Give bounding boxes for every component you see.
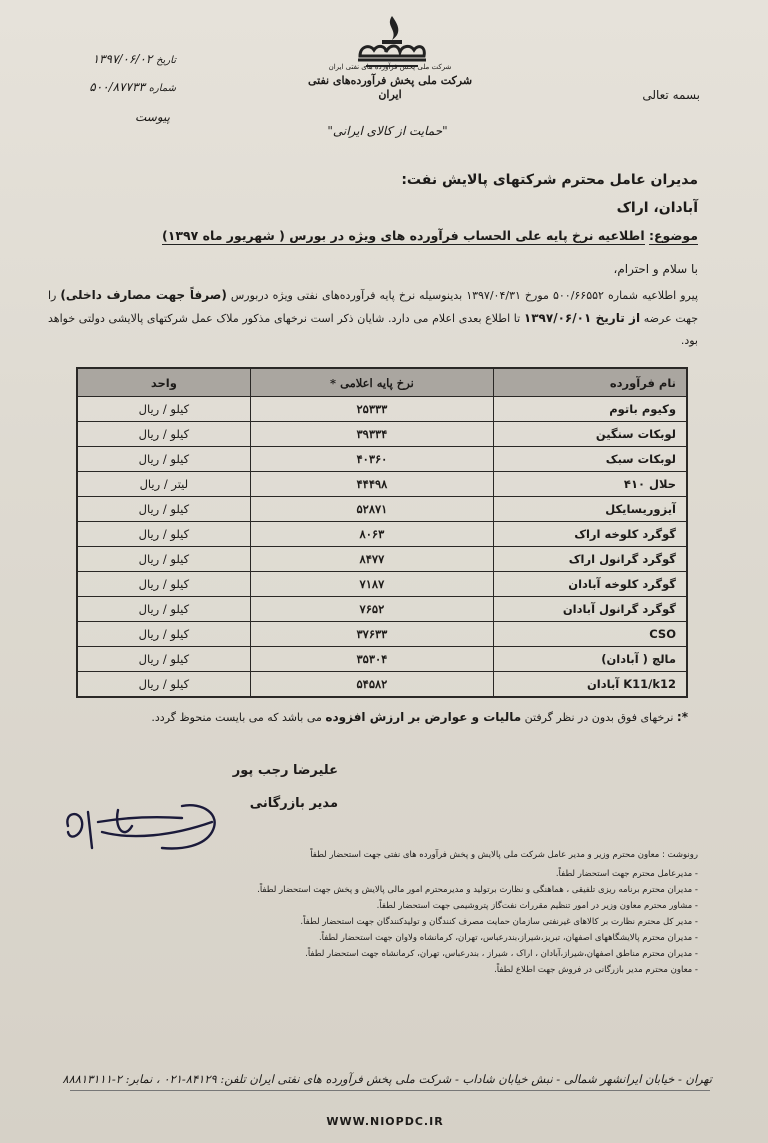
paragraph-part1: پیرو اطلاعیه شماره ۵۰۰/۶۶۵۵۲ مورخ ۱۳۹۷/۰۴/۳۱ بدینوسیله نرخ پایه فرآورده‌های نفتی ویژه دربورس [230,289,699,302]
header-product-name: نام فرآورده [494,368,687,397]
product-name-cell: وکیوم باتوم [494,397,687,422]
paragraph-bold2: از تاریخ ۱۳۹۷/۰۶/۰۱ [523,311,641,325]
number-line [56,80,176,94]
table-row [77,672,687,698]
base-rate-cell: ۳۵۳۰۴ [250,647,493,672]
attachment-label: پیوست [135,110,170,124]
note-part1: نرخهای فوق بدون در نظر گرفتن [524,711,674,724]
date-value: ۱۳۹۷/۰۶/۰۲ [92,52,153,66]
product-name-cell: گوگرد گرانول آبادان [494,597,687,622]
base-rate-cell: ۸۰۶۳ [250,522,493,547]
body-paragraph [48,284,698,352]
unit-cell: کیلو / ریال [77,522,250,547]
number-value: ۵۰۰/۸۷۷۳۳ [89,80,145,94]
product-name-cell: لوبکات سنگین [494,422,687,447]
base-rate-cell: ۳۹۳۳۴ [250,422,493,447]
addressee: مدیران عامل محترم شرکتهای پالایش نفت: [401,172,698,188]
product-name-cell: گوگرد کلوخه اراک [494,522,687,547]
base-rate-cell: ۸۴۷۷ [250,547,493,572]
cc-item: - مدیر کل محترم نظارت بر کالاهای غیرنفتی سازمان حمایت مصرف کنندگان و تولیدکنندگان جهت استحضار لطفاً. [300,917,698,927]
table-row [77,397,687,422]
cc-item: - مشاور محترم معاون وزیر در امور تنظیم مقررات نفت‌گاز پتروشیمی جهت استحضار لطفاً. [376,901,698,911]
header-base-rate: نرخ پایه اعلامی * [250,368,493,397]
product-name-cell: حلال ۴۱۰ [494,472,687,497]
note-bold: مالیات و عوارض بر ارزش افزوده [325,710,522,724]
addressee-cities: آبادان، اراک [616,200,698,216]
product-name-cell: گوگرد کلوخه آبادان [494,572,687,597]
unit-cell: کیلو / ریال [77,572,250,597]
product-name-cell: آیزوریسایکل [494,497,687,522]
header-unit: واحد [77,368,250,397]
product-name-cell: K11/k12 آبادان [494,672,687,698]
company-name-small: شرکت ملی پخش فرآورده های نفتی ایران [328,63,452,71]
unit-cell: کیلو / ریال [77,397,250,422]
table-row [77,647,687,672]
number-label: شماره [148,83,176,94]
subject-line [48,228,698,243]
cc-item: - مدیران محترم برنامه ریزی تلفیقی ، هماهنگی و نظارت برتولید و مدیرمحترم امور مالی پالایش و پخش جهت استحضار لطفاً. [257,885,698,895]
base-rate-cell: ۷۶۵۲ [250,597,493,622]
unit-cell: لیتر / ریال [77,472,250,497]
base-rate-cell: ۴۰۳۶۰ [250,447,493,472]
rates-table [76,367,688,698]
paragraph-part3: تا اطلاع بعدی اعلام می دارد. شایان ذکر است [310,312,521,325]
table-row [77,447,687,472]
table-row [77,472,687,497]
unit-cell: کیلو / ریال [77,547,250,572]
table-row [77,572,687,597]
cc-lead: رونوشت : معاون محترم وزیر و مدیر عامل شرکت ملی پالایش و پخش فرآورده های نفتی جهت استحضار لطفاً [310,850,698,860]
table-row [77,547,687,572]
note-part2: می باشد که می بایست منحوظ گردد. [151,711,322,724]
unit-cell: کیلو / ریال [77,597,250,622]
cc-item: - معاون محترم مدیر بازرگانی در فروش جهت اطلاع لطفاً. [494,965,698,975]
cc-item: - مدیران محترم مناطق اصفهان،شیراز،آبادان ، اراک ، شیراز ، بندرعباس، تهران، کرمانشاه جهت استحضار لطفاً. [305,949,698,959]
table-row [77,422,687,447]
product-name-cell: گوگرد گرانول اراک [494,547,687,572]
paragraph-bold1: (صرفاً جهت مصارف داخلی) [60,288,227,302]
subject-label: موضوع: [648,228,698,243]
base-rate-cell: ۵۲۸۷۱ [250,497,493,522]
date-label: تاریخ [156,55,176,66]
subject-text: اطلاعیه نرخ پایه علی الحساب فرآورده های ویژه در بورس ( شهریور ماه ۱۳۹۷) [162,228,645,243]
unit-cell: کیلو / ریال [77,497,250,522]
website: WWW.NIOPDC.IR [326,1115,444,1128]
signer-title: مدیر بازرگانی [249,796,338,811]
table-header-row [77,368,687,397]
cc-item: - مدیرعامل محترم جهت استحضار لطفاً. [555,869,698,879]
table-row [77,497,687,522]
date-line [56,52,176,66]
base-rate-cell: ۷۱۸۷ [250,572,493,597]
slogan: "حمایت از کالای ایرانی" [327,124,448,138]
base-rate-cell: ۴۴۴۹۸ [250,472,493,497]
base-rate-cell: ۳۷۶۳۳ [250,622,493,647]
table-row [77,522,687,547]
unit-cell: کیلو / ریال [77,622,250,647]
table-row [77,622,687,647]
unit-cell: کیلو / ریال [77,422,250,447]
footer-address: تهران - خیابان ایرانشهر شمالی - نبش خیابان شاداب - شرکت ملی پخش فرآورده های نفتی ایران تلفن: ۸۴۱۲۹-۰۲۱ ، نمابر: ۲-۸۸۸۱۳۱۱۱ [62,1072,712,1086]
product-name-cell: لوبکات سبک [494,447,687,472]
tax-note [48,710,688,724]
product-name-cell: CSO [494,622,687,647]
company-name-main: شرکت ملی پخش فرآورده‌های نفتی ایران [307,74,473,101]
note-star: *: [676,710,688,724]
base-rate-cell: ۵۴۵۸۲ [250,672,493,698]
unit-cell: کیلو / ریال [77,647,250,672]
product-name-cell: مالچ ( آبادان) [494,647,687,672]
cc-list [58,866,698,978]
signer-name: علیرضا رجب پور [232,763,338,778]
base-rate-cell: ۲۵۳۳۳ [250,397,493,422]
greeting: با سلام و احترام، [613,262,698,276]
unit-cell: کیلو / ریال [77,672,250,698]
besm-heading: بسمه تعالی [642,88,700,102]
footer-divider [70,1090,710,1091]
table-row [77,597,687,622]
company-name [300,60,480,102]
cc-item: - مدیران محترم پالایشگاههای اصفهان، تبریز،شیراز،بندرعباس، تهران، کرمانشاه ولاوان جهت استحضار لطفاً. [318,933,698,943]
paragraph-part4: نرخهای مذکور ملاک عمل شرکتهای پالایشی دولتی خواهد بود. [48,312,698,347]
unit-cell: کیلو / ریال [77,447,250,472]
paragraph-part2: را جهت عرضه [48,289,699,325]
